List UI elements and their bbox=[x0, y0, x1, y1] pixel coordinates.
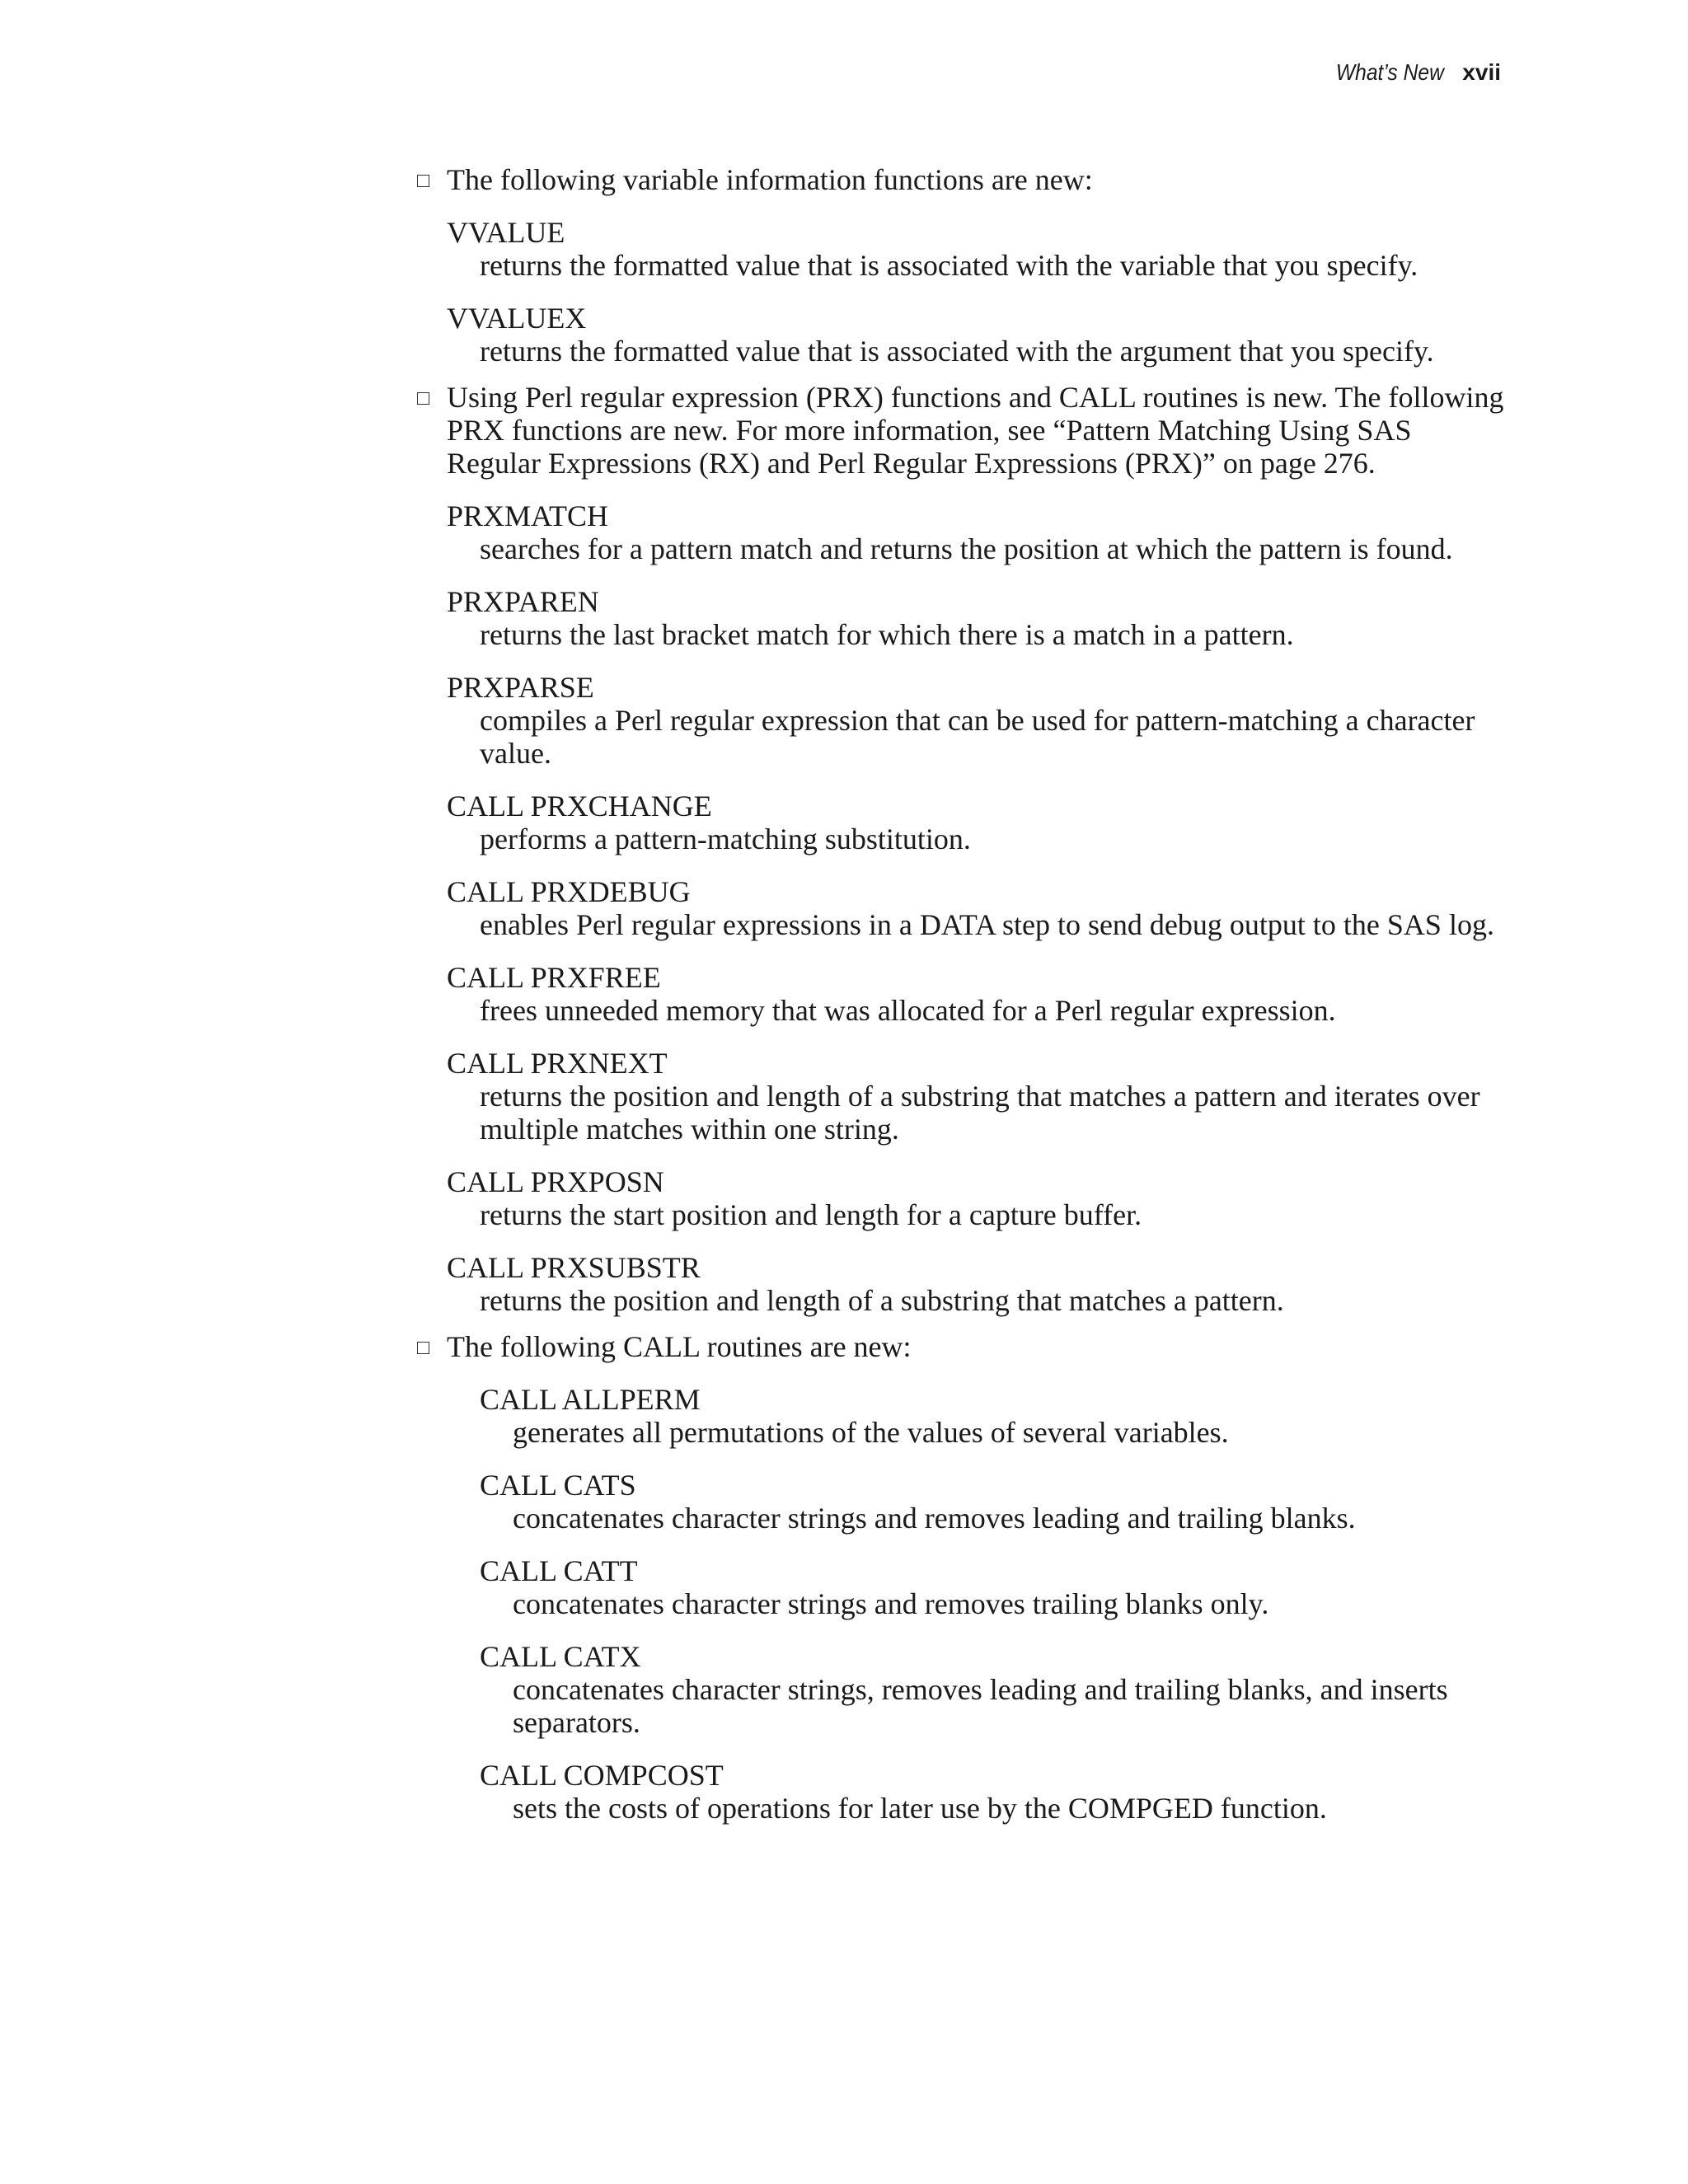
definition-entry bbox=[447, 961, 1508, 1027]
term: VVALUE bbox=[447, 216, 565, 249]
definition: searches for a pattern match and returns the position at which the pattern is found. bbox=[480, 532, 1453, 565]
definition: returns the start position and length for a capture buffer. bbox=[480, 1198, 1142, 1231]
definition: returns the position and length of a substring that matches a pattern and iterates over multiple matches within one string. bbox=[480, 1080, 1480, 1146]
definition: compiles a Perl regular expression that can be used for pattern-matching a character value. bbox=[480, 704, 1475, 770]
checkbox-bullet-icon bbox=[417, 175, 429, 187]
definition-entry bbox=[447, 216, 1508, 282]
definition-list bbox=[447, 499, 1508, 1317]
bullet-text: Using Perl regular expression (PRX) functions and CALL routines is new. The following PRX functions are new. For more information, see “Pattern Matching Using SAS Regular Expressions (RX) and Perl Regular Expressions (PRX)” on page 276. bbox=[447, 381, 1504, 480]
term: PRXPARSE bbox=[447, 671, 594, 704]
definition: generates all permutations of the values of several variables. bbox=[513, 1416, 1229, 1449]
bullet-call-routines bbox=[412, 1330, 1508, 1825]
definition: concatenates character strings and removes leading and trailing blanks. bbox=[513, 1502, 1356, 1535]
definition-entry bbox=[447, 1047, 1508, 1146]
definition: performs a pattern-matching substitution. bbox=[480, 823, 971, 855]
definition-entry bbox=[480, 1469, 1508, 1535]
definition-entry bbox=[480, 1554, 1508, 1620]
definition-entry bbox=[447, 1251, 1508, 1317]
definition: concatenates character strings and removes trailing blanks only. bbox=[513, 1587, 1269, 1620]
term: PRXMATCH bbox=[447, 499, 609, 532]
definition-entry bbox=[480, 1759, 1508, 1825]
definition: returns the formatted value that is associated with the variable that you specify. bbox=[480, 249, 1418, 282]
term: CALL CATX bbox=[480, 1640, 641, 1673]
bullet-prx-functions bbox=[412, 381, 1508, 1317]
term: CALL PRXDEBUG bbox=[447, 875, 691, 908]
bullet-variable-information-functions bbox=[412, 163, 1508, 368]
bullet-text: The following variable information functions are new: bbox=[447, 163, 1093, 196]
term: CALL CATT bbox=[480, 1554, 638, 1587]
checkbox-bullet-icon bbox=[417, 1342, 429, 1354]
term: CALL COMPCOST bbox=[480, 1759, 724, 1792]
definition: returns the position and length of a substring that matches a pattern. bbox=[480, 1284, 1284, 1317]
definition: returns the formatted value that is associated with the argument that you specify. bbox=[480, 335, 1434, 368]
definition: frees unneeded memory that was allocated for a Perl regular expression. bbox=[480, 994, 1336, 1027]
definition-entry bbox=[480, 1640, 1508, 1739]
definition-entry bbox=[447, 585, 1508, 651]
term: CALL PRXFREE bbox=[447, 961, 661, 994]
term: VVALUEX bbox=[447, 302, 587, 335]
term: CALL ALLPERM bbox=[480, 1383, 701, 1416]
definition-list bbox=[480, 1383, 1508, 1825]
definition-entry bbox=[447, 875, 1508, 941]
term: CALL PRXCHANGE bbox=[447, 790, 712, 823]
term: PRXPAREN bbox=[447, 585, 599, 618]
definition-entry bbox=[447, 302, 1508, 368]
definition-entry bbox=[480, 1383, 1508, 1449]
term: CALL PRXSUBSTR bbox=[447, 1251, 701, 1284]
definition: sets the costs of operations for later use by the COMPGED function. bbox=[513, 1792, 1327, 1825]
definition: enables Perl regular expressions in a DATA step to send debug output to the SAS log. bbox=[480, 908, 1494, 941]
definition: concatenates character strings, removes leading and trailing blanks, and inserts separators. bbox=[513, 1673, 1448, 1739]
definition-entry bbox=[447, 671, 1508, 770]
definition: returns the last bracket match for which there is a match in a pattern. bbox=[480, 618, 1294, 651]
page-number: xvii bbox=[1462, 59, 1501, 85]
term: CALL PRXPOSN bbox=[447, 1165, 664, 1198]
term: CALL CATS bbox=[480, 1469, 636, 1502]
definition-entry bbox=[447, 1165, 1508, 1231]
bullet-text: The following CALL routines are new: bbox=[447, 1330, 912, 1363]
section-title: What’s New bbox=[1336, 59, 1445, 85]
checkbox-bullet-icon bbox=[417, 392, 429, 405]
definition-entry bbox=[447, 790, 1508, 855]
definition-entry bbox=[447, 499, 1508, 565]
running-head bbox=[1321, 58, 1501, 87]
term: CALL PRXNEXT bbox=[447, 1047, 668, 1080]
definition-list bbox=[447, 216, 1508, 368]
page-body bbox=[412, 163, 1508, 1838]
